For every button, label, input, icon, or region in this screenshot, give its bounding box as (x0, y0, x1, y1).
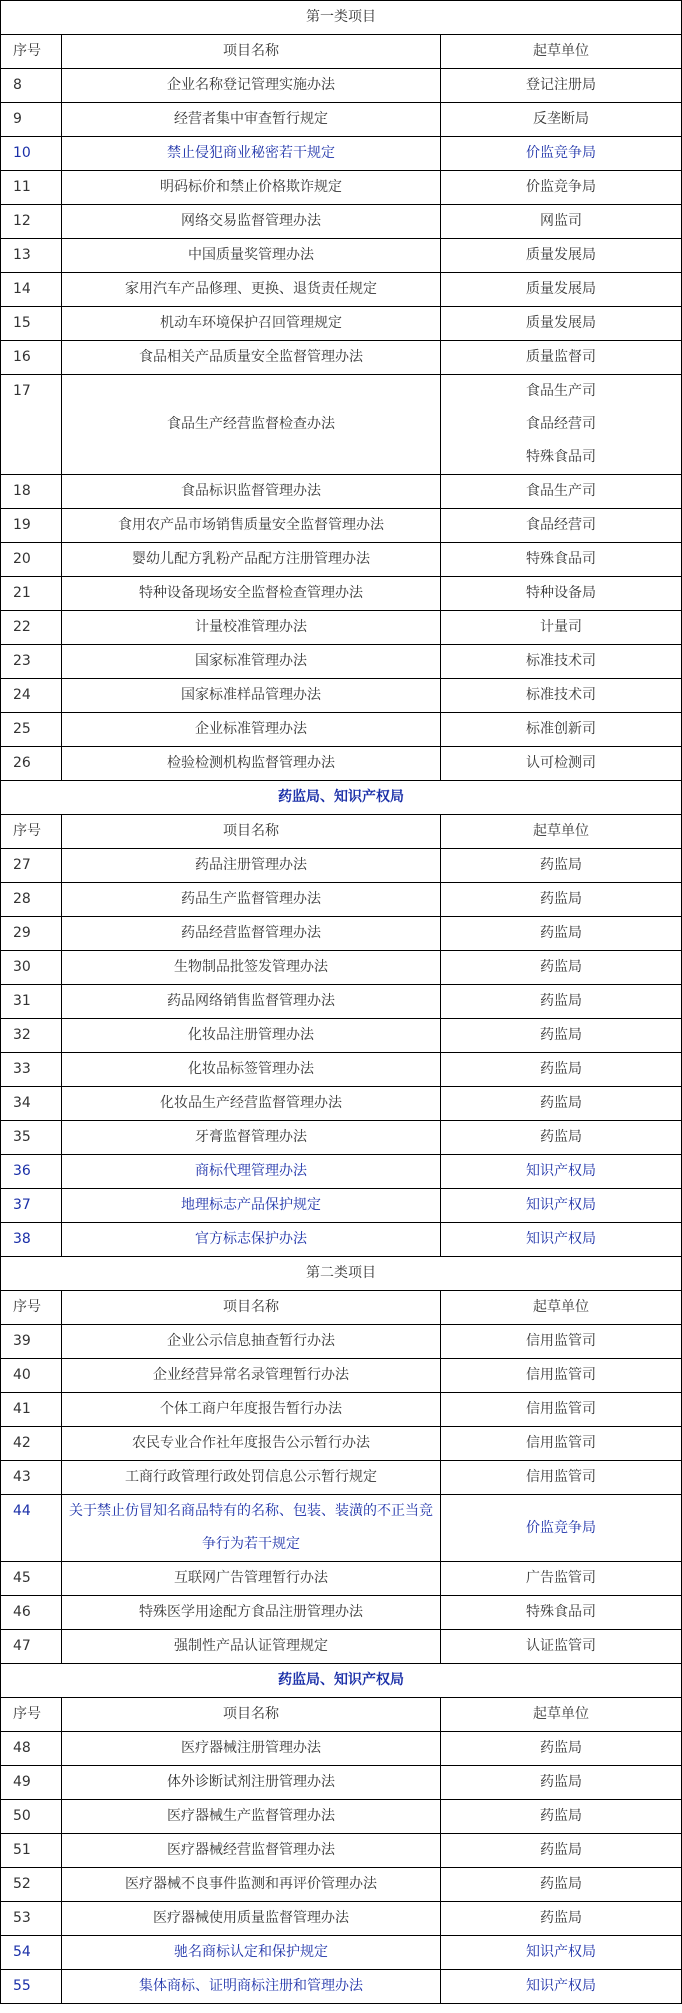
header-name: 项目名称 (62, 815, 441, 849)
row-number: 17 (1, 375, 62, 475)
row-project-name: 检验检测机构监督管理办法 (62, 747, 441, 781)
row-project-name: 特殊医学用途配方食品注册管理办法 (62, 1596, 441, 1630)
drafting-unit-line: 价监竞争局 (526, 1519, 596, 1536)
row-project-name: 药品经营监督管理办法 (62, 917, 441, 951)
row-project-name: 医疗器械经营监督管理办法 (62, 1834, 441, 1868)
row-number: 34 (1, 1087, 62, 1121)
drafting-unit-line: 药监局 (540, 1095, 582, 1111)
row-drafting-unit (441, 543, 682, 577)
row-project-name: 机动车环境保护召回管理规定 (62, 307, 441, 341)
row-project-name: 医疗器械注册管理办法 (62, 1732, 441, 1766)
drafting-unit-line: 药监局 (540, 959, 582, 975)
row-project-name: 婴幼儿配方乳粉产品配方注册管理办法 (62, 543, 441, 577)
row-project-name: 体外诊断试剂注册管理办法 (62, 1766, 441, 1800)
row-drafting-unit (441, 1970, 682, 2004)
table-row (1, 1393, 682, 1427)
table-row (1, 951, 682, 985)
row-drafting-unit (441, 1019, 682, 1053)
row-project-name: 地理标志产品保护规定 (62, 1189, 441, 1223)
row-project-name: 医疗器械生产监督管理办法 (62, 1800, 441, 1834)
table-row (1, 307, 682, 341)
row-number: 31 (1, 985, 62, 1019)
row-drafting-unit (441, 1223, 682, 1257)
row-number: 15 (1, 307, 62, 341)
row-number: 36 (1, 1155, 62, 1189)
row-project-name: 家用汽车产品修理、更换、退货责任规定 (62, 273, 441, 307)
row-drafting-unit (441, 341, 682, 375)
row-number: 25 (1, 713, 62, 747)
row-drafting-unit (441, 1936, 682, 1970)
drafting-unit-line: 药监局 (540, 1842, 582, 1858)
row-project-name: 官方标志保护办法 (62, 1223, 441, 1257)
row-drafting-unit (441, 1800, 682, 1834)
row-drafting-unit (441, 375, 682, 475)
drafting-unit-line: 药监局 (540, 1876, 582, 1892)
row-number: 51 (1, 1834, 62, 1868)
section-title-row (1, 1, 682, 35)
row-number: 44 (1, 1495, 62, 1562)
table-body (1, 1, 682, 2004)
table-row (1, 341, 682, 375)
table-row (1, 1902, 682, 1936)
header-row (1, 1291, 682, 1325)
row-drafting-unit (441, 1359, 682, 1393)
drafting-unit-line: 标准创新司 (526, 721, 596, 737)
drafting-unit-line: 食品经营司 (526, 517, 596, 533)
drafting-unit-line: 药监局 (540, 857, 582, 873)
row-drafting-unit (441, 747, 682, 781)
row-number: 19 (1, 509, 62, 543)
drafting-unit-line: 认可检测司 (526, 755, 596, 771)
table-row (1, 239, 682, 273)
row-project-name: 商标代理管理办法 (62, 1155, 441, 1189)
drafting-unit-line: 药监局 (540, 1740, 582, 1756)
row-drafting-unit (441, 1630, 682, 1664)
drafting-unit-line: 知识产权局 (526, 1163, 596, 1179)
row-drafting-unit (441, 137, 682, 171)
row-project-name: 关于禁止仿冒知名商品特有的名称、包装、装潢的不正当竞争行为若干规定 (62, 1495, 441, 1562)
table-row (1, 103, 682, 137)
row-drafting-unit (441, 917, 682, 951)
row-project-name: 化妆品注册管理办法 (62, 1019, 441, 1053)
drafting-unit-line: 反垄断局 (533, 111, 589, 127)
drafting-unit-line: 食品生产司 (526, 383, 596, 399)
drafting-unit-line: 药监局 (540, 1774, 582, 1790)
drafting-unit-line: 信用监管司 (526, 1469, 596, 1485)
drafting-unit-line: 知识产权局 (526, 1944, 596, 1960)
table-row (1, 713, 682, 747)
drafting-unit-line: 食品生产司 (526, 483, 596, 499)
row-drafting-unit (441, 475, 682, 509)
table-row (1, 171, 682, 205)
header-row (1, 35, 682, 69)
row-number: 41 (1, 1393, 62, 1427)
header-row (1, 815, 682, 849)
row-number: 47 (1, 1630, 62, 1664)
row-project-name: 药品生产监督管理办法 (62, 883, 441, 917)
row-number: 16 (1, 341, 62, 375)
header-name: 项目名称 (62, 35, 441, 69)
table-row (1, 137, 682, 171)
row-number: 28 (1, 883, 62, 917)
table-row (1, 1800, 682, 1834)
row-project-name: 食品标识监督管理办法 (62, 475, 441, 509)
row-number: 39 (1, 1325, 62, 1359)
row-project-name: 生物制品批签发管理办法 (62, 951, 441, 985)
drafting-unit-line: 药监局 (540, 993, 582, 1009)
row-number: 14 (1, 273, 62, 307)
drafting-unit-line: 药监局 (540, 891, 582, 907)
drafting-unit-line: 信用监管司 (526, 1367, 596, 1383)
row-number: 11 (1, 171, 62, 205)
table-row (1, 1936, 682, 1970)
drafting-unit-line: 药监局 (540, 1061, 582, 1077)
row-project-name: 药品网络销售监督管理办法 (62, 985, 441, 1019)
row-number: 46 (1, 1596, 62, 1630)
row-number: 40 (1, 1359, 62, 1393)
row-number: 45 (1, 1562, 62, 1596)
table-row (1, 1189, 682, 1223)
table-row (1, 543, 682, 577)
row-project-name: 计量校准管理办法 (62, 611, 441, 645)
table-row (1, 1495, 682, 1562)
drafting-unit-line: 价监竞争局 (526, 179, 596, 195)
row-number: 10 (1, 137, 62, 171)
row-number: 9 (1, 103, 62, 137)
table-row (1, 917, 682, 951)
row-drafting-unit (441, 1325, 682, 1359)
table-row (1, 1596, 682, 1630)
row-drafting-unit (441, 1495, 682, 1562)
table-row (1, 1325, 682, 1359)
row-number: 55 (1, 1970, 62, 2004)
table-row (1, 375, 682, 475)
table-row (1, 273, 682, 307)
row-project-name: 食品相关产品质量安全监督管理办法 (62, 341, 441, 375)
table-row (1, 1427, 682, 1461)
section-title-row (1, 1664, 682, 1698)
row-project-name: 企业经营异常名录管理暂行办法 (62, 1359, 441, 1393)
row-number: 23 (1, 645, 62, 679)
row-project-name: 国家标准样品管理办法 (62, 679, 441, 713)
table-row (1, 1121, 682, 1155)
row-drafting-unit (441, 883, 682, 917)
row-number: 22 (1, 611, 62, 645)
header-name: 项目名称 (62, 1291, 441, 1325)
drafting-unit-line: 质量发展局 (526, 247, 596, 263)
row-project-name: 国家标准管理办法 (62, 645, 441, 679)
row-drafting-unit (441, 1732, 682, 1766)
header-seq: 序号 (1, 1698, 62, 1732)
drafting-unit-line: 药监局 (540, 1027, 582, 1043)
row-project-name: 化妆品生产经营监督管理办法 (62, 1087, 441, 1121)
drafting-unit-line: 知识产权局 (526, 1231, 596, 1247)
row-project-name: 禁止侵犯商业秘密若干规定 (62, 137, 441, 171)
table-row (1, 1223, 682, 1257)
header-unit: 起草单位 (441, 815, 682, 849)
row-number: 38 (1, 1223, 62, 1257)
row-drafting-unit (441, 849, 682, 883)
drafting-unit-line: 标准技术司 (526, 653, 596, 669)
table-row (1, 1359, 682, 1393)
drafting-unit-line: 知识产权局 (526, 1197, 596, 1213)
table-row (1, 985, 682, 1019)
row-drafting-unit (441, 1902, 682, 1936)
row-project-name: 农民专业合作社年度报告公示暂行办法 (62, 1427, 441, 1461)
header-seq: 序号 (1, 815, 62, 849)
table-row (1, 849, 682, 883)
table-row (1, 1053, 682, 1087)
section-title-row (1, 781, 682, 815)
drafting-unit-line: 药监局 (540, 1910, 582, 1926)
row-drafting-unit (441, 1766, 682, 1800)
row-project-name: 企业名称登记管理实施办法 (62, 69, 441, 103)
drafting-unit-line: 网监司 (540, 213, 582, 229)
row-number: 53 (1, 1902, 62, 1936)
table-row (1, 1155, 682, 1189)
table-row (1, 1019, 682, 1053)
table-row (1, 1766, 682, 1800)
row-drafting-unit (441, 1596, 682, 1630)
row-number: 43 (1, 1461, 62, 1495)
table-row (1, 1087, 682, 1121)
table-row (1, 1834, 682, 1868)
row-project-name: 经营者集中审查暂行规定 (62, 103, 441, 137)
table-row (1, 645, 682, 679)
row-project-name: 网络交易监督管理办法 (62, 205, 441, 239)
drafting-unit-line: 药监局 (540, 1808, 582, 1824)
row-drafting-unit (441, 307, 682, 341)
row-number: 37 (1, 1189, 62, 1223)
row-project-name: 企业标准管理办法 (62, 713, 441, 747)
row-drafting-unit (441, 1834, 682, 1868)
row-number: 54 (1, 1936, 62, 1970)
row-drafting-unit (441, 611, 682, 645)
row-drafting-unit (441, 69, 682, 103)
row-drafting-unit (441, 679, 682, 713)
row-drafting-unit (441, 1121, 682, 1155)
header-seq: 序号 (1, 1291, 62, 1325)
row-project-name: 明码标价和禁止价格欺诈规定 (62, 171, 441, 205)
drafting-unit-line: 知识产权局 (526, 1978, 596, 1994)
row-drafting-unit (441, 1427, 682, 1461)
row-drafting-unit (441, 1562, 682, 1596)
row-number: 26 (1, 747, 62, 781)
row-drafting-unit (441, 239, 682, 273)
row-number: 30 (1, 951, 62, 985)
drafting-unit-line: 广告监管司 (526, 1570, 596, 1586)
row-project-name: 食品生产经营监督检查办法 (62, 375, 441, 475)
row-drafting-unit (441, 1868, 682, 1902)
row-project-name: 药品注册管理办法 (62, 849, 441, 883)
drafting-unit-line: 质量发展局 (526, 315, 596, 331)
row-number: 32 (1, 1019, 62, 1053)
drafting-unit-line: 认证监管司 (526, 1638, 596, 1654)
drafting-unit-line: 信用监管司 (526, 1333, 596, 1349)
drafting-unit-line: 特殊食品司 (526, 449, 596, 465)
row-drafting-unit (441, 985, 682, 1019)
row-project-name: 中国质量奖管理办法 (62, 239, 441, 273)
table-row (1, 883, 682, 917)
table-row (1, 577, 682, 611)
row-drafting-unit (441, 509, 682, 543)
section-title: 药监局、知识产权局 (1, 1664, 682, 1698)
row-project-name: 个体工商户年度报告暂行办法 (62, 1393, 441, 1427)
drafting-unit-line: 信用监管司 (526, 1401, 596, 1417)
drafting-unit-line: 计量司 (540, 619, 582, 635)
row-drafting-unit (441, 1155, 682, 1189)
row-project-name: 强制性产品认证管理规定 (62, 1630, 441, 1664)
row-number: 52 (1, 1868, 62, 1902)
row-number: 50 (1, 1800, 62, 1834)
row-project-name: 互联网广告管理暂行办法 (62, 1562, 441, 1596)
row-drafting-unit (441, 1189, 682, 1223)
row-drafting-unit (441, 645, 682, 679)
row-project-name: 化妆品标签管理办法 (62, 1053, 441, 1087)
row-number: 18 (1, 475, 62, 509)
row-number: 29 (1, 917, 62, 951)
row-drafting-unit (441, 1461, 682, 1495)
table-row (1, 679, 682, 713)
row-drafting-unit (441, 951, 682, 985)
row-drafting-unit (441, 273, 682, 307)
drafting-unit-line: 信用监管司 (526, 1435, 596, 1451)
drafting-unit-line: 登记注册局 (526, 77, 596, 93)
row-project-name: 集体商标、证明商标注册和管理办法 (62, 1970, 441, 2004)
row-drafting-unit (441, 1087, 682, 1121)
row-number: 49 (1, 1766, 62, 1800)
row-number: 8 (1, 69, 62, 103)
drafting-unit-line: 价监竞争局 (526, 145, 596, 161)
table-row (1, 475, 682, 509)
row-number: 35 (1, 1121, 62, 1155)
row-number: 12 (1, 205, 62, 239)
section-title: 第一类项目 (1, 1, 682, 35)
section-title: 药监局、知识产权局 (1, 781, 682, 815)
drafting-unit-line: 药监局 (540, 925, 582, 941)
row-drafting-unit (441, 577, 682, 611)
table-row (1, 205, 682, 239)
table-row (1, 509, 682, 543)
row-drafting-unit (441, 103, 682, 137)
header-unit: 起草单位 (441, 1698, 682, 1732)
row-drafting-unit (441, 1393, 682, 1427)
table-row (1, 1970, 682, 2004)
row-number: 13 (1, 239, 62, 273)
table-row (1, 1562, 682, 1596)
drafting-unit-line: 质量监督司 (526, 349, 596, 365)
table-row (1, 747, 682, 781)
row-number: 27 (1, 849, 62, 883)
header-name: 项目名称 (62, 1698, 441, 1732)
drafting-unit-line: 药监局 (540, 1129, 582, 1145)
row-project-name: 医疗器械不良事件监测和再评价管理办法 (62, 1868, 441, 1902)
row-project-name: 牙膏监督管理办法 (62, 1121, 441, 1155)
row-drafting-unit (441, 205, 682, 239)
row-project-name: 驰名商标认定和保护规定 (62, 1936, 441, 1970)
section-title: 第二类项目 (1, 1257, 682, 1291)
section-title-row (1, 1257, 682, 1291)
table-row (1, 1630, 682, 1664)
header-unit: 起草单位 (441, 35, 682, 69)
drafting-unit-line: 特殊食品司 (526, 1604, 596, 1620)
drafting-unit-line: 特殊食品司 (526, 551, 596, 567)
row-drafting-unit (441, 713, 682, 747)
drafting-unit-line: 食品经营司 (526, 416, 596, 432)
table-row (1, 1461, 682, 1495)
row-number: 21 (1, 577, 62, 611)
row-number: 42 (1, 1427, 62, 1461)
row-number: 48 (1, 1732, 62, 1766)
row-project-name: 特种设备现场安全监督检查管理办法 (62, 577, 441, 611)
header-seq: 序号 (1, 35, 62, 69)
drafting-unit-line: 质量发展局 (526, 281, 596, 297)
row-project-name: 企业公示信息抽查暂行办法 (62, 1325, 441, 1359)
table-row (1, 1868, 682, 1902)
row-number: 33 (1, 1053, 62, 1087)
table-row (1, 611, 682, 645)
drafting-unit-line: 特种设备局 (526, 585, 596, 601)
drafting-unit-line: 标准技术司 (526, 687, 596, 703)
header-unit: 起草单位 (441, 1291, 682, 1325)
row-project-name: 食用农产品市场销售质量安全监督管理办法 (62, 509, 441, 543)
row-drafting-unit (441, 171, 682, 205)
row-number: 24 (1, 679, 62, 713)
table-row (1, 1732, 682, 1766)
row-project-name: 医疗器械使用质量监督管理办法 (62, 1902, 441, 1936)
row-drafting-unit (441, 1053, 682, 1087)
table-row (1, 69, 682, 103)
header-row (1, 1698, 682, 1732)
row-number: 20 (1, 543, 62, 577)
row-project-name: 工商行政管理行政处罚信息公示暂行规定 (62, 1461, 441, 1495)
